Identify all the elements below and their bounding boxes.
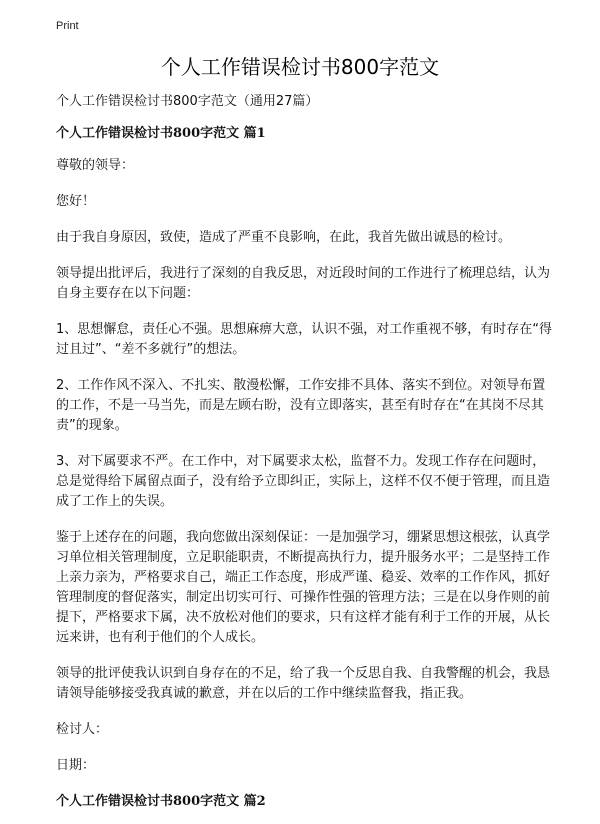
paragraph-issue-2: 2、工作作风不深入、不扎实、散漫松懈，工作安排不具体、落实不到位。对领导布置的工作，不是一马当先，而是左顾右盼，没有立即落实，甚至有时存在“在其岗不尽其责”的现象。 <box>56 378 546 433</box>
print-link[interactable]: Print <box>56 20 79 32</box>
date-label: 日期： <box>56 758 96 773</box>
section-heading-1: 个人工作错误检讨书800字范文 篇1 <box>56 126 266 141</box>
document-title: 个人工作错误检讨书800字范文 <box>160 55 440 79</box>
paragraph-commitment: 鉴于上述存在的问题，我向您做出深刻保证：一是加强学习，绷紧思想这根弦，认真学习单位相关管理制度，立足职能职责，不断提高执行力，提升服务水平；二是坚持工作上亲力亲为，严格要求自己，端正工作态度，形成严谨、稳妥、效率的工作作风，抓好管理制度的督促落实，制定出切实可行、可操作性强的管理方法；三是在以身作则的前提下，严格要求下属，决不放松对他们的要求，只有这样才能有利于工作的开展，从长远来讲，也有利于他们的个人成长。 <box>56 530 551 645</box>
paragraph-issue-3: 3、对下属要求不严。在工作中，对下属要求太松，监督不力。发现工作存在问题时，总是觉得给下属留点面子，没有给予立即纠正，实际上，这样不仅不便于管理，而且造成了工作上的失误。 <box>56 454 551 509</box>
paragraph-intro: 由于我自身原因，致使，造成了严重不良影响，在此，我首先做出诚恳的检讨。 <box>56 230 512 245</box>
paragraph-closing: 领导的批评使我认识到自身存在的不足，给了我一个反思自我、自我警醒的机会，我恳请领导能够接受我真诚的歉意，并在以后的工作中继续监督我，指正我。 <box>56 666 551 701</box>
document-subtitle: 个人工作错误检讨书800字范文（通用27篇） <box>56 94 319 109</box>
paragraph-issue-1: 1、思想懈怠，责任心不强。思想麻痹大意，认识不强，对工作重视不够，有时存在“得过且过”、“差不多就行”的想法。 <box>56 322 553 357</box>
greeting: 您好！ <box>56 194 96 209</box>
section-heading-2: 个人工作错误检讨书800字范文 篇2 <box>56 794 266 809</box>
paragraph-reflection: 领导提出批评后，我进行了深刻的自我反思，对近段时间的工作进行了梳理总结，认为自身主要存在以下问题： <box>56 266 551 301</box>
signature-label: 检讨人： <box>56 722 109 737</box>
salutation: 尊敬的领导： <box>56 158 135 173</box>
document-body <box>56 92 556 824</box>
